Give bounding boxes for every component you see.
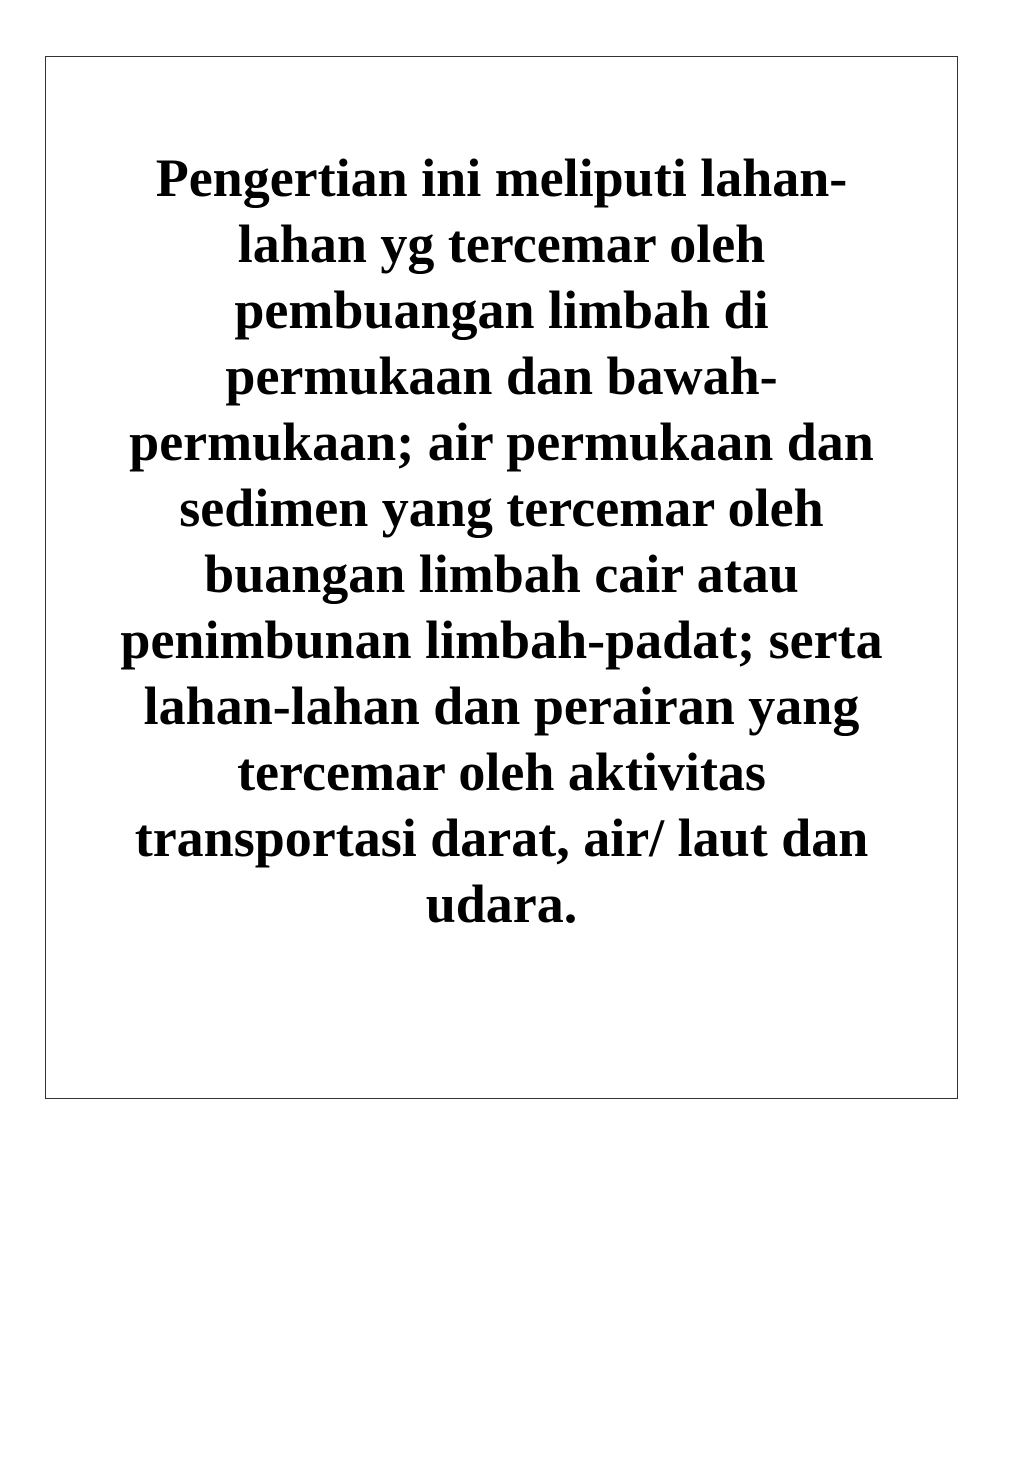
definition-paragraph: [46, 145, 957, 937]
text-line: tercemar oleh aktivitas: [237, 742, 766, 802]
text-line: buangan limbah cair atau: [204, 544, 799, 604]
text-line: permukaan; air permukaan dan: [129, 412, 874, 472]
text-line: sedimen yang tercemar oleh: [179, 478, 824, 538]
text-line: transportasi darat, air/ laut dan: [134, 808, 869, 868]
text-line: permukaan dan bawah-: [225, 346, 778, 406]
text-line: lahan yg tercemar oleh: [237, 214, 766, 274]
text-line: pembuangan limbah di: [234, 280, 769, 340]
text-line: Pengertian ini meliputi lahan-: [155, 148, 848, 208]
text-line: lahan-lahan dan perairan yang: [143, 676, 860, 736]
text-line: udara.: [425, 874, 578, 934]
text-line: penimbunan limbah-padat; serta: [120, 610, 883, 670]
text-box: [45, 56, 958, 1099]
